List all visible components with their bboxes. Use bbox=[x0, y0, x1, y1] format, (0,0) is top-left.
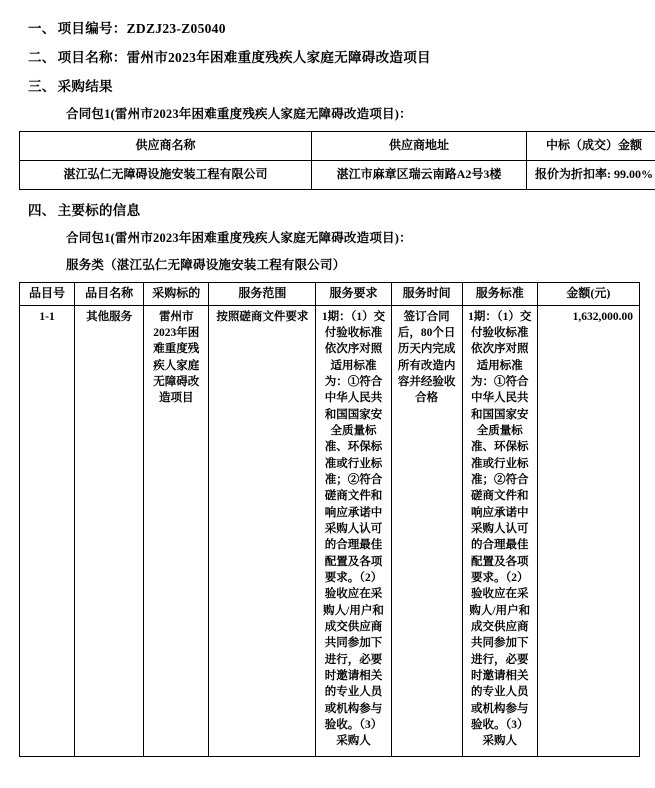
requirement-header: 服务要求 bbox=[316, 283, 391, 306]
supplier-table-header-row bbox=[20, 132, 655, 161]
award-amount-header: 中标（成交）金额 bbox=[527, 132, 655, 161]
award-amount-cell: 报价为折扣率: 99.00% bbox=[527, 161, 655, 190]
section-1-number: 一、 bbox=[28, 21, 56, 36]
section-project-name bbox=[28, 46, 641, 66]
requirement-cell: 1期：（1）交付验收标准依次序对照适用标准为：①符合中华人民共和国国家安全质量标准、环保标准或行业标准；②符合磋商文件和响应承诺中采购人认可的合理最佳配置及各项要求。（2）验收应在采购人/用户和成交供应商共同参加下进行，必要时邀请相关的专业人员或机构参与验收。（3）采购人 bbox=[316, 305, 391, 756]
item-no-header: 品目号 bbox=[20, 283, 75, 306]
main-subject-table bbox=[19, 282, 640, 757]
supplier-table bbox=[19, 131, 655, 190]
amount-header: 金额(元) bbox=[537, 283, 639, 306]
section-4-text: 主要标的信息 bbox=[57, 203, 141, 218]
section-4-number: 四、 bbox=[28, 203, 56, 218]
subject-cell: 雷州市2023年困难重度残疾人家庭无障碍改造项目 bbox=[144, 305, 209, 756]
section-3-number: 三、 bbox=[28, 79, 56, 94]
supplier-address-header: 供应商地址 bbox=[312, 132, 527, 161]
main-package-label: 合同包1(雷州市2023年困难重度残疾人家庭无障碍改造项目)： bbox=[66, 231, 412, 245]
main-category-label: 服务类（湛江弘仁无障碍设施安装工程有限公司） bbox=[66, 258, 346, 272]
item-no-cell: 1-1 bbox=[20, 305, 75, 756]
section-project-number bbox=[28, 17, 641, 37]
section-2-text: 项目名称：雷州市2023年困难重度残疾人家庭无障碍改造项目 bbox=[57, 50, 431, 65]
scope-cell: 按照磋商文件要求 bbox=[209, 305, 316, 756]
result-package-label: 合同包1(雷州市2023年困难重度残疾人家庭无障碍改造项目)： bbox=[66, 107, 412, 121]
supplier-name-header: 供应商名称 bbox=[20, 132, 312, 161]
scope-header: 服务范围 bbox=[209, 283, 316, 306]
amount-cell: 1,632,000.00 bbox=[537, 305, 639, 756]
item-name-cell: 其他服务 bbox=[75, 305, 144, 756]
section-main-subject bbox=[28, 199, 641, 219]
standard-header: 服务标准 bbox=[462, 283, 537, 306]
section-procurement-result bbox=[28, 75, 641, 95]
subject-header: 采购标的 bbox=[144, 283, 209, 306]
section-3-text: 采购结果 bbox=[57, 79, 113, 94]
service-time-cell: 签订合同后，80个日历天内完成所有改造内容并经验收合格 bbox=[391, 305, 462, 756]
section-1-text: 项目编号：ZDZJ23-Z05040 bbox=[57, 21, 226, 36]
section-2-number: 二、 bbox=[28, 50, 56, 65]
item-name-header: 品目名称 bbox=[75, 283, 144, 306]
standard-cell: 1期：（1）交付验收标准依次序对照适用标准为：①符合中华人民共和国国家安全质量标准、环保标准或行业标准；②符合磋商文件和响应承诺中采购人认可的合理最佳配置及各项要求。（2）验收应在采购人/用户和成交供应商共同参加下进行，必要时邀请相关的专业人员或机构参与验收。（3）采购人 bbox=[462, 305, 537, 756]
supplier-address-cell: 湛江市麻章区瑞云南路A2号3楼 bbox=[312, 161, 527, 190]
supplier-name-cell: 湛江弘仁无障碍设施安装工程有限公司 bbox=[20, 161, 312, 190]
table-row bbox=[20, 161, 655, 190]
table-row bbox=[20, 305, 640, 756]
service-time-header: 服务时间 bbox=[391, 283, 462, 306]
main-subject-header-row bbox=[20, 283, 640, 306]
